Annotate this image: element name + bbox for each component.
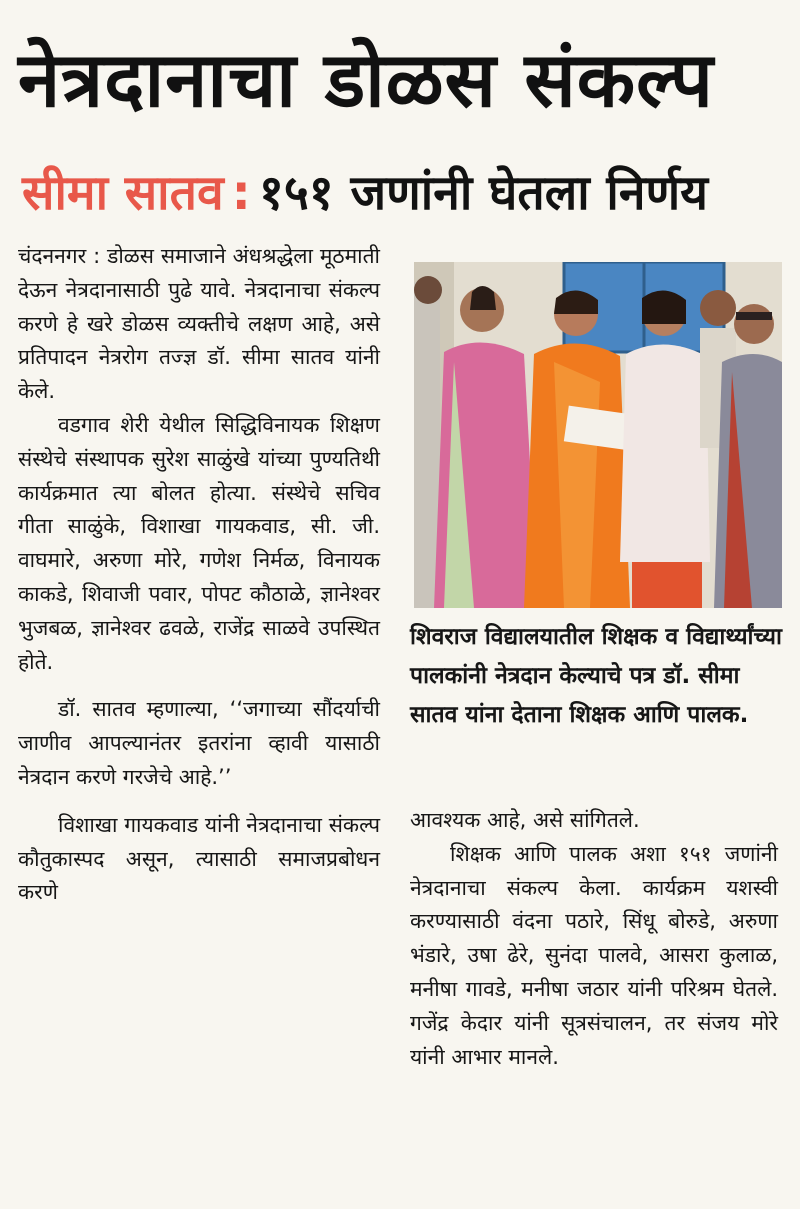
news-photo [414,262,782,608]
article-right-column [410,804,778,1074]
article-paragraph: शिक्षक आणि पालक अशा १५१ जणांनी नेत्रदानाचा संकल्प केला. कार्यक्रम यशस्वी करण्यासाठी वंदना पठारे, सिंधू बोरुडे, अरुणा भंडारे, उषा ढेरे, सुनंदा पालवे, आसरा कुलाळ, मनीषा गावडे, मनीषा जठार यांनी परिश्रम घेतले. गजेंद्र केदार यांनी सूत्रसंचालन, तर संजय मोरे यांनी आभार मानले. [410,841,778,1069]
subheadline [22,160,792,226]
subheadline-separator: : [231,165,251,221]
photo-caption [410,618,782,735]
photo-caption-text: शिवराज विद्यालयातील शिक्षक व विद्यार्थ्यांच्या पालकांनी नेत्रदान केल्याचे पत्र डॉ. सीमा सातव यांना देताना शिक्षक आणि पालक. [410,624,782,728]
photo-illustration [414,262,782,608]
article-paragraph: चंदननगर : डोळस समाजाने अंधश्रद्धेला मूठमाती देऊन नेत्रदानासाठी पुढे यावे. नेत्रदानाचा संकल्प करणे हे खरे डोळस व्यक्तीचे लक्षण आहे, असे प्रतिपादन नेत्ररोग तज्ज्ञ डॉ. सीमा सातव यांनी केले. [18,244,380,404]
article-paragraph: आवश्यक आहे, असे सांगितले. [410,808,640,832]
subheadline-text: १५१ जणांनी घेतला निर्णय [258,165,709,221]
article-left-column [18,240,380,910]
subheadline-name: सीमा सातव [22,165,224,221]
article-paragraph: विशाखा गायकवाड यांनी नेत्रदानाचा संकल्प कौतुकास्पद असून, त्यासाठी समाजप्रबोधन करणे [18,812,380,905]
article-paragraph: डॉ. सातव म्हणाल्या, ‘‘जगाच्या सौंदर्याची जाणीव आपल्यानंतर इतरांना व्हावी यासाठी नेत्रदान करणे गरजेचे आहे.’’ [18,697,380,789]
headline: नेत्रदानाचा डोळस संकल्प [18,35,714,124]
article-paragraph: वडगाव शेरी येथील सिद्धिविनायक शिक्षण संस्थेचे संस्थापक सुरेश साळुंखे यांच्या पुण्यतिथी कार्यक्रमात त्या बोलत होत्या. संस्थेचे सचिव गीता साळुंके, विशाखा गायकवाड, सी. जी. वाघमारे, अरुणा मोरे, गणेश निर्मळ, विनायक काकडे, शिवाजी पवार, पोपट कौठाळे, ज्ञानेश्वर भुजबळ, ज्ञानेश्वर ढवळे, राजेंद्र साळवे उपस्थित होते. [18,412,380,674]
